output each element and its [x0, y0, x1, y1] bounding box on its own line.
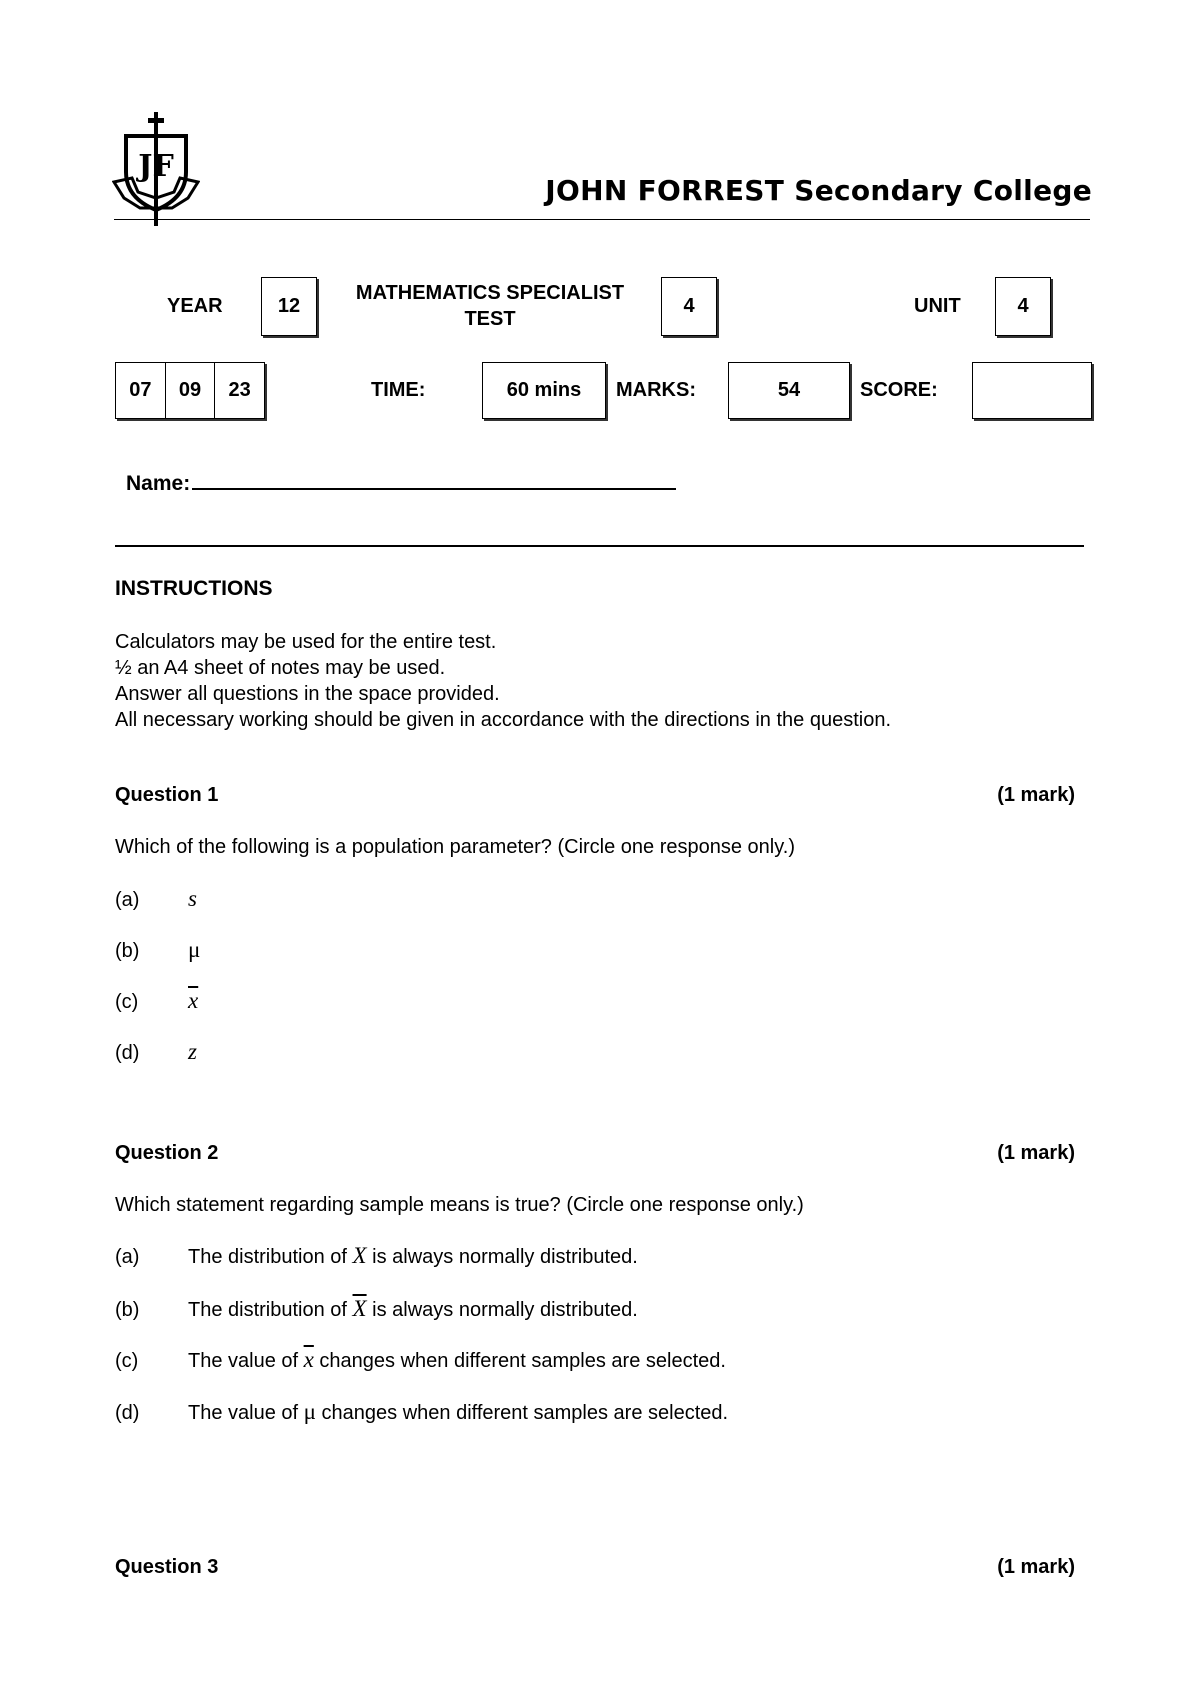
name-label: Name:: [126, 472, 191, 495]
time-label: TIME:: [371, 379, 426, 401]
option-symbol: μ: [303, 1399, 316, 1424]
question-2-option-c[interactable]: [115, 1347, 726, 1373]
option-text-post: is always normally distributed.: [366, 1299, 638, 1321]
option-text-pre: The value of: [188, 1402, 304, 1424]
option-letter: (a): [115, 889, 140, 911]
school-name: JOHN FORREST Secondary College: [545, 174, 1092, 207]
question-2-option-a[interactable]: [115, 1243, 638, 1269]
year-value-box: 12: [261, 277, 317, 336]
option-symbol: s: [188, 886, 197, 911]
date-month: 09: [165, 363, 215, 418]
score-label: SCORE:: [860, 379, 938, 401]
question-1-option-b[interactable]: [115, 937, 200, 963]
question-1-option-a[interactable]: [115, 886, 197, 912]
question-2-text: Which statement regarding sample means is true? (Circle one response only.): [115, 1194, 804, 1216]
option-text-pre: The distribution of: [188, 1246, 353, 1268]
instruction-line: Answer all questions in the space provided.: [115, 683, 500, 705]
question-2-option-b[interactable]: [115, 1296, 638, 1322]
question-3-title: Question 3: [115, 1556, 219, 1578]
option-text-post: changes when different samples are selected.: [315, 1402, 729, 1424]
option-text-pre: The value of: [188, 1350, 304, 1372]
subject-title: [335, 280, 645, 332]
question-3-marks: (1 mark): [997, 1556, 1075, 1578]
instructions-list: [115, 629, 891, 733]
option-letter: (a): [115, 1246, 140, 1268]
question-1-option-d[interactable]: [115, 1039, 197, 1065]
question-1-text: Which of the following is a population parameter? (Circle one response only.): [115, 836, 795, 858]
option-symbol: $\overline{x}$: [303, 1347, 314, 1372]
name-underline[interactable]: [192, 472, 676, 490]
instructions-title: INSTRUCTIONS: [115, 577, 273, 600]
option-symbol: μ: [188, 937, 201, 962]
question-2-marks: (1 mark): [997, 1142, 1075, 1164]
question-1-marks: (1 mark): [997, 784, 1075, 806]
option-letter: (c): [115, 991, 139, 1013]
question-2-title: Question 2: [115, 1142, 219, 1164]
option-symbol: z: [188, 1039, 197, 1064]
question-1-option-c[interactable]: [115, 988, 198, 1014]
option-text-post: is always normally distributed.: [366, 1246, 638, 1268]
header-rule: [114, 219, 1090, 220]
name-field[interactable]: [126, 472, 676, 496]
instruction-line: Calculators may be used for the entire test.: [115, 631, 497, 653]
date-year: 23: [214, 363, 264, 418]
option-letter: (d): [115, 1402, 140, 1424]
option-letter: (b): [115, 940, 140, 962]
unit-label: UNIT: [914, 295, 961, 317]
score-value-box[interactable]: [972, 362, 1092, 419]
option-text-pre: The distribution of: [188, 1299, 353, 1321]
school-crest-logo: [112, 110, 200, 228]
option-symbol: $\overline{x}$: [188, 988, 199, 1013]
date-boxes: [115, 362, 265, 419]
marks-label: MARKS:: [616, 379, 696, 401]
option-symbol: X: [352, 1243, 367, 1268]
instruction-line: All necessary working should be given in accordance with the directions in the question.: [115, 709, 891, 731]
year-label: YEAR: [167, 295, 223, 317]
instruction-line: ½ an A4 sheet of notes may be used.: [115, 657, 446, 679]
time-value-box: 60 mins: [482, 362, 606, 419]
marks-value-box: 54: [728, 362, 850, 419]
subject-line-2: TEST: [464, 308, 516, 330]
option-symbol: $\overline{X}$: [352, 1296, 367, 1321]
test-number-box: 4: [661, 277, 717, 336]
option-text-post: changes when different samples are selected.: [313, 1350, 726, 1372]
option-letter: (b): [115, 1299, 140, 1321]
option-letter: (c): [115, 1350, 139, 1372]
svg-text:JF: JF: [138, 149, 174, 184]
question-1-title: Question 1: [115, 784, 219, 806]
subject-line-1: MATHEMATICS SPECIALIST: [355, 282, 625, 304]
unit-value-box: 4: [995, 277, 1051, 336]
option-letter: (d): [115, 1042, 140, 1064]
section-divider: [115, 545, 1084, 547]
question-2-option-d[interactable]: [115, 1399, 728, 1425]
date-day: 07: [129, 379, 152, 401]
